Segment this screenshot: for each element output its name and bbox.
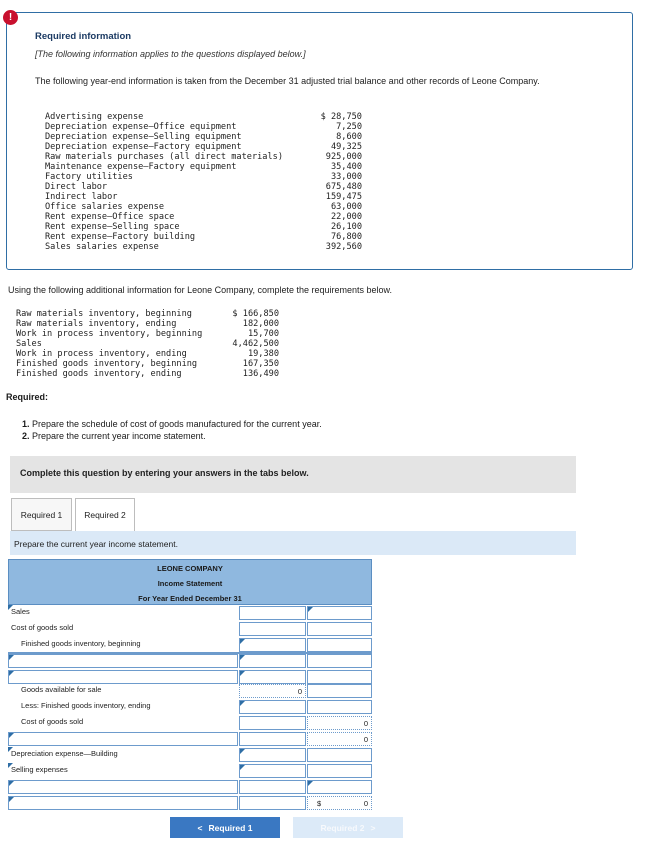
fg-beginning-right-input[interactable] (307, 638, 372, 652)
blank-right-input-2[interactable] (307, 670, 372, 684)
row-sales (8, 605, 372, 621)
row-label[interactable]: Sales (11, 607, 30, 616)
gross-label-input[interactable] (8, 732, 238, 746)
data-value: 19,380 (247, 349, 279, 359)
input-flag-icon (240, 655, 245, 660)
cost-sold-value: 0 (307, 716, 372, 730)
data-row (45, 172, 362, 182)
data-value: 4,462,500 (232, 339, 279, 349)
data-value: 63,000 (330, 202, 362, 212)
gross-value: 0 (307, 732, 372, 746)
prompt-text: Prepare the current year income statement. (14, 539, 178, 549)
goods-available-value: 0 (239, 684, 306, 698)
row-cogs-heading (8, 621, 372, 637)
data-value: 33,000 (330, 172, 362, 182)
data-value: 136,490 (242, 369, 279, 379)
data-row (45, 162, 362, 172)
blank-label-input-2[interactable] (8, 670, 238, 684)
tab-required-1[interactable]: Required 1 (11, 498, 72, 531)
required-heading: Required: (6, 392, 49, 402)
instructions-text: Complete this question by entering your answers in the tabs below. (20, 468, 309, 478)
row-label: Goods available for sale (21, 685, 102, 694)
data-label: Finished goods inventory, ending (16, 369, 182, 379)
input-flag-icon (9, 781, 14, 786)
data-value: 392,560 (325, 242, 362, 252)
net-value: $ 0 (307, 796, 372, 810)
input-flag-icon (9, 733, 14, 738)
row-blank-1 (8, 653, 372, 669)
data-label: Rent expense—Office space (45, 212, 175, 222)
row-label: Cost of goods sold (11, 623, 74, 632)
data-row (16, 329, 279, 339)
row-label[interactable]: Selling expenses (11, 765, 68, 774)
data-value: 8,600 (336, 132, 362, 142)
input-flag-icon (9, 671, 14, 676)
chevron-right-icon: > (370, 822, 376, 833)
data-label: Office salaries expense (45, 202, 164, 212)
statement-title: Income Statement (157, 579, 223, 588)
data-label: Depreciation expense—Factory equipment (45, 142, 242, 152)
next-required-2-button[interactable] (293, 817, 403, 838)
row-fg-beginning (8, 637, 372, 653)
sales-mid-input[interactable] (239, 606, 306, 620)
selling-input[interactable] (239, 764, 306, 778)
additional-intro: Using the following additional information for Leone Company, complete the requirements below. (8, 285, 393, 295)
data-label: Rent expense—Factory building (45, 232, 196, 242)
data-row (45, 132, 362, 142)
data-label: Maintenance expense—Factory equipment (45, 162, 237, 172)
prev-label: Required 1 (208, 822, 253, 833)
data-value: 15,700 (247, 329, 279, 339)
data-label: Rent expense—Selling space (45, 222, 180, 232)
row-label: Cost of goods sold (21, 717, 84, 726)
required-list (22, 418, 322, 442)
data-row (45, 142, 362, 152)
blank-label-input-3[interactable] (8, 780, 238, 794)
input-flag-icon (308, 607, 313, 612)
sales-amount-input[interactable] (307, 606, 372, 620)
blank-right-input-1[interactable] (307, 654, 372, 668)
data-label: Depreciation expense—Selling equipment (45, 132, 242, 142)
data-row (45, 242, 362, 252)
gross-mid[interactable] (239, 732, 306, 746)
data-row (45, 182, 362, 192)
tab-required-2[interactable]: Required 2 (75, 498, 135, 531)
data-label: Finished goods inventory, beginning (16, 359, 198, 369)
input-flag-icon (9, 797, 14, 802)
blank-mid-input-2[interactable] (239, 670, 306, 684)
prompt-bar (10, 531, 576, 555)
net-label-input[interactable] (8, 796, 238, 810)
data-value: 76,800 (330, 232, 362, 242)
row-blank-3 (8, 779, 372, 795)
data-value: 159,475 (325, 192, 362, 202)
blank-mid-input-3[interactable] (239, 780, 306, 794)
info-intro: The following year-end information is taken from the December 31 adjusted trial balance and other records of Leone Company. (35, 76, 540, 86)
data-row (16, 309, 279, 319)
previous-required-1-button[interactable] (170, 817, 280, 838)
data-value: 7,250 (336, 122, 362, 132)
requirement-2: 2. Prepare the current year income statement. (22, 431, 206, 441)
data-value: 26,100 (330, 222, 362, 232)
data-value: 49,325 (330, 142, 362, 152)
next-label: Required 2 (320, 822, 365, 833)
data-row (45, 152, 362, 162)
chevron-left-icon: < (197, 822, 203, 833)
data-label: Work in process inventory, beginning (16, 329, 203, 339)
data-row (16, 369, 279, 379)
data-label: Indirect labor (45, 192, 118, 202)
alert-icon: ! (3, 10, 18, 25)
row-depreciation (8, 747, 372, 763)
data-label: Factory utilities (45, 172, 133, 182)
blank-label-input-1[interactable] (8, 654, 238, 668)
data-row (45, 222, 362, 232)
input-flag-icon (240, 671, 245, 676)
row-fg-ending (8, 699, 372, 715)
data-row (45, 212, 362, 222)
row-gross-profit (8, 731, 372, 747)
row-goods-available (8, 683, 372, 699)
data-label: Sales (16, 339, 42, 349)
data-label: Depreciation expense—Office equipment (45, 122, 237, 132)
info-subtitle: [The following information applies to the questions displayed below.] (35, 49, 306, 59)
cost-sold-mid[interactable] (239, 716, 306, 730)
cogs-right-input[interactable] (307, 622, 372, 636)
depreciation-input[interactable] (239, 748, 306, 762)
data-row (45, 112, 362, 122)
data-label: Advertising expense (45, 112, 144, 122)
data-value: 925,000 (325, 152, 362, 162)
data-row (16, 349, 279, 359)
data-value: 182,000 (242, 319, 279, 329)
data-row (45, 202, 362, 212)
data-value: 22,000 (330, 212, 362, 222)
row-selling (8, 763, 372, 779)
row-label: Finished goods inventory, beginning (21, 639, 141, 648)
data-row (45, 192, 362, 202)
blank-right-input-3[interactable] (307, 780, 372, 794)
data-row (16, 359, 279, 369)
input-flag-icon (240, 639, 245, 644)
data-value: $ 166,850 (232, 309, 279, 319)
fg-beginning-input[interactable] (239, 638, 306, 652)
cogs-mid-input[interactable] (239, 622, 306, 636)
input-flag-icon (9, 655, 14, 660)
selling-right-input[interactable] (307, 764, 372, 778)
instructions-bar (10, 456, 576, 493)
data-label: Sales salaries expense (45, 242, 159, 252)
data-label: Raw materials inventory, beginning (16, 309, 192, 319)
data-value: 167,350 (242, 359, 279, 369)
blank-mid-input-1[interactable] (239, 654, 306, 668)
data-row (16, 339, 279, 349)
data-row (45, 232, 362, 242)
statement-period: For Year Ended December 31 (138, 594, 242, 603)
row-label: Less: Finished goods inventory, ending (21, 701, 151, 710)
data-value: 675,480 (325, 182, 362, 192)
fg-ending-input[interactable] (239, 700, 306, 714)
data-value: $ 28,750 (320, 112, 362, 122)
data-value: 35,400 (330, 162, 362, 172)
data-label: Direct labor (45, 182, 108, 192)
data-row (45, 122, 362, 132)
data-label: Raw materials purchases (all direct materials) (45, 152, 283, 162)
depreciation-right-input[interactable] (307, 748, 372, 762)
input-flag-icon (240, 765, 245, 770)
statement-header (8, 559, 372, 605)
row-cost-sold (8, 715, 372, 731)
data-label: Raw materials inventory, ending (16, 319, 177, 329)
info-title: Required information (35, 31, 132, 42)
fg-ending-right-input[interactable] (307, 700, 372, 714)
input-flag-icon (308, 781, 313, 786)
data-row (16, 319, 279, 329)
input-flag-icon (240, 701, 245, 706)
data-label: Work in process inventory, ending (16, 349, 187, 359)
requirement-1: 1. Prepare the schedule of cost of goods manufactured for the current year. (22, 419, 322, 429)
net-mid[interactable] (239, 796, 306, 810)
company-name: LEONE COMPANY (157, 564, 223, 573)
goods-available-right[interactable] (307, 684, 372, 698)
row-net-income (8, 795, 372, 811)
row-label[interactable]: Depreciation expense—Building (11, 749, 118, 758)
input-flag-icon (240, 749, 245, 754)
